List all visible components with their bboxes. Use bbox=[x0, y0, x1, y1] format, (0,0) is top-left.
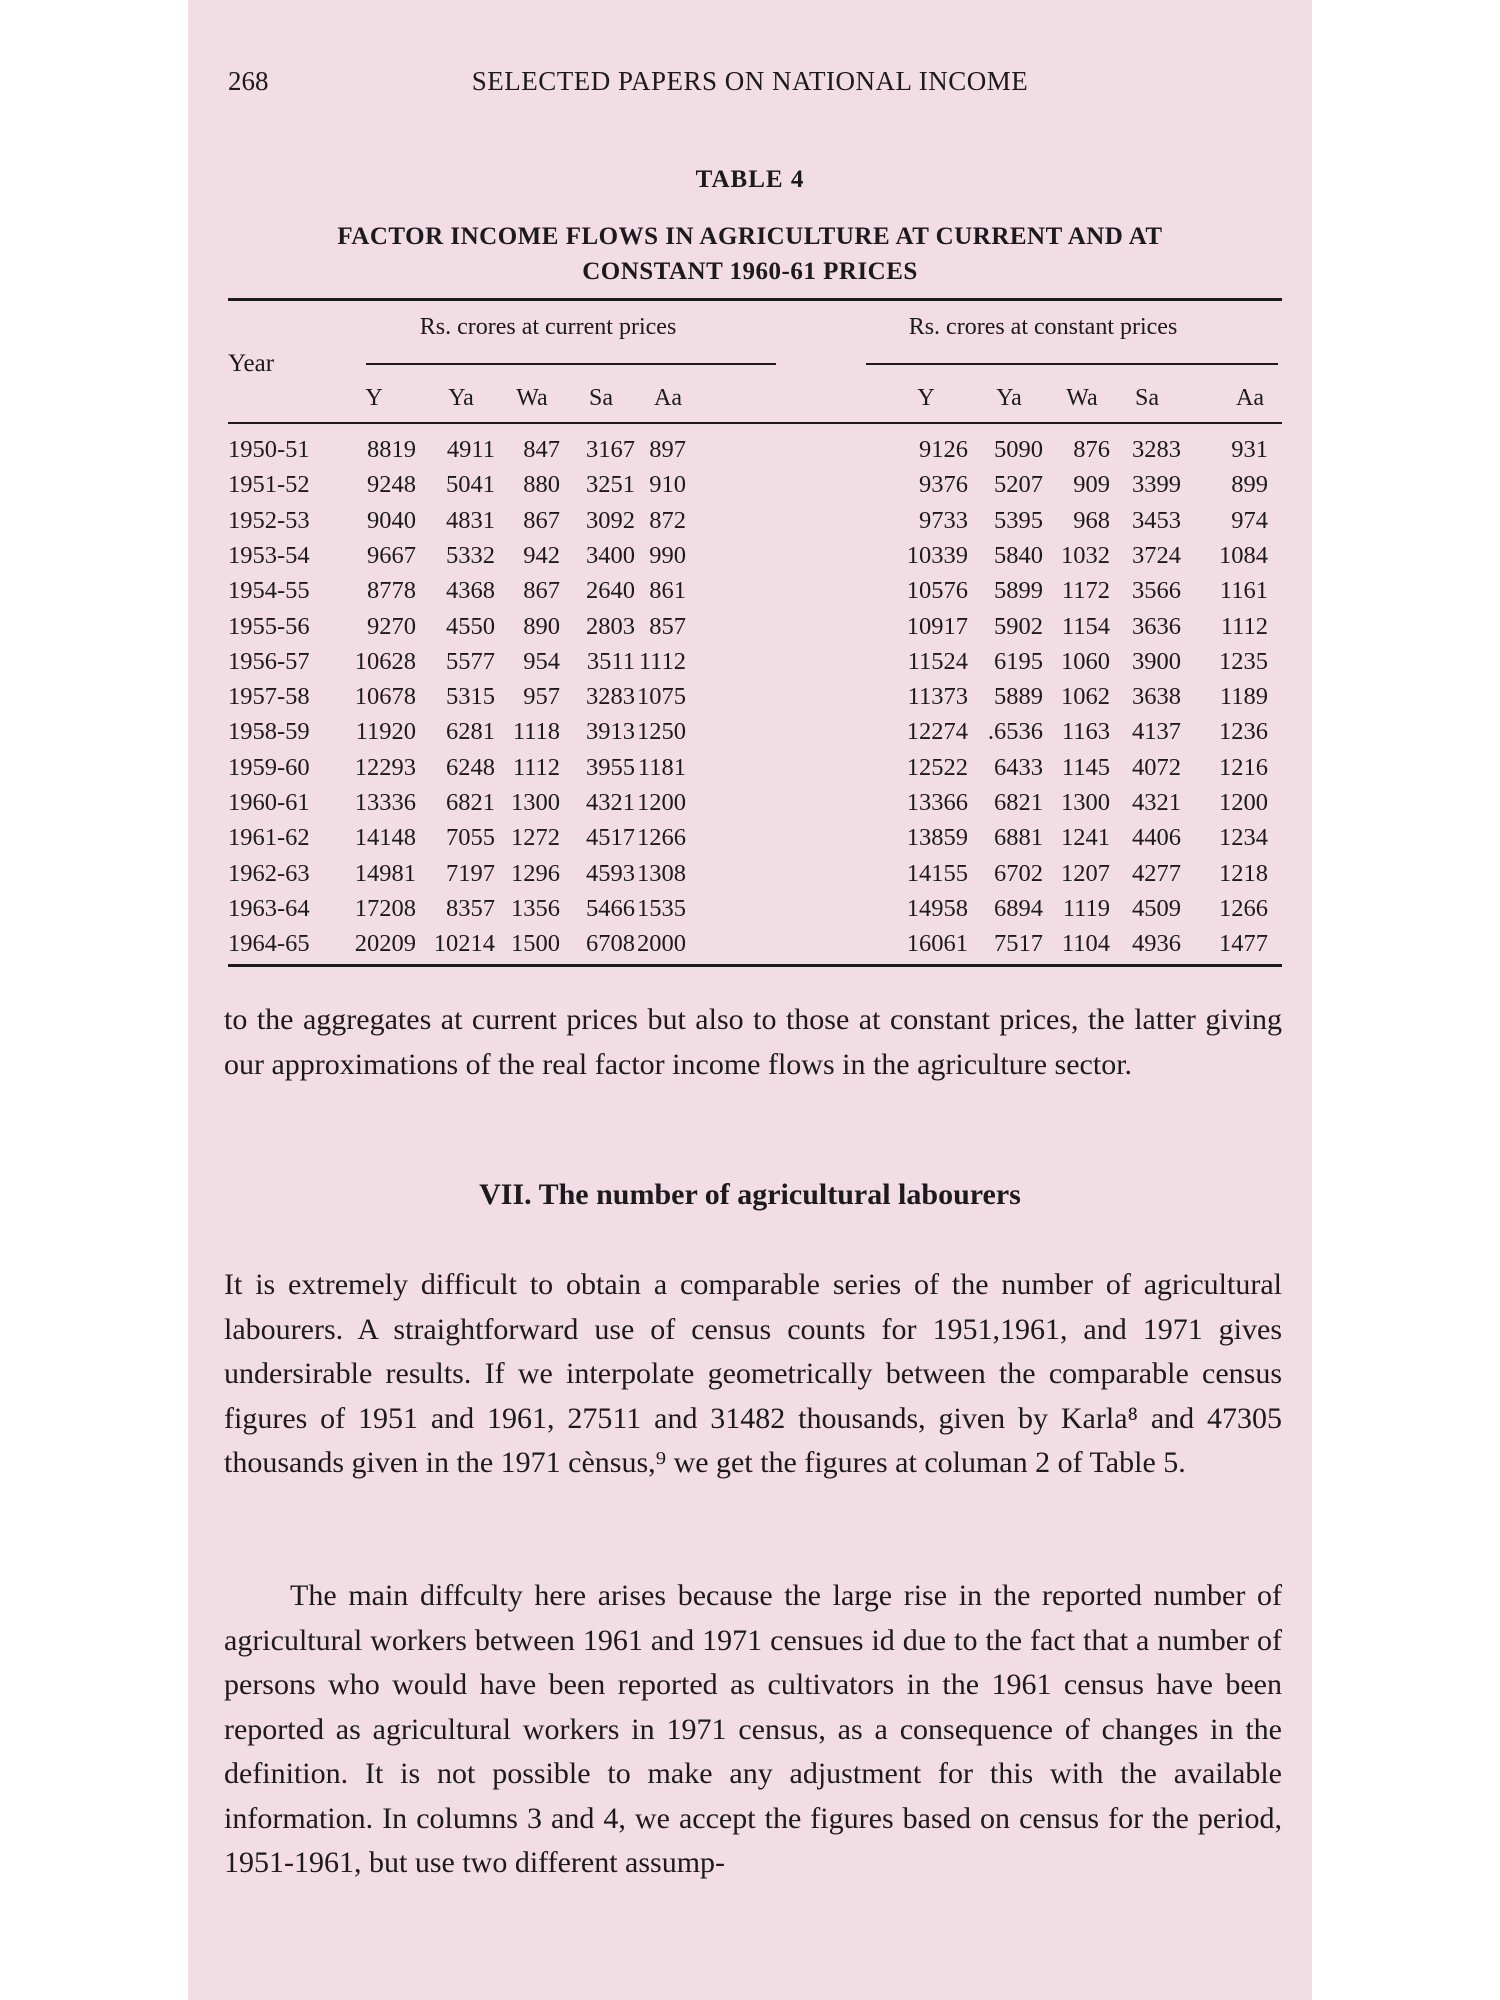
current-price-cell: 13336 bbox=[354, 789, 416, 816]
constant-prices-group-header: Rs. crores at constant prices bbox=[908, 314, 1178, 340]
constant-price-cell: 4137 bbox=[1132, 718, 1181, 746]
current-price-cell: 957 bbox=[523, 683, 560, 711]
constant-group-rule bbox=[866, 363, 1278, 365]
constant-price-cell: 3283 bbox=[1132, 436, 1181, 463]
constant-price-cell: 1104 bbox=[1061, 930, 1110, 958]
current-price-cell: 4368 bbox=[446, 577, 495, 605]
constant-price-cell: 5090 bbox=[994, 436, 1043, 463]
current-price-cell: 9667 bbox=[367, 541, 416, 569]
constant-price-cell: 3900 bbox=[1132, 647, 1181, 675]
constant-price-cell: 1189 bbox=[1219, 683, 1268, 711]
current-price-cell: 10214 bbox=[433, 930, 495, 958]
constant-price-cell: 1062 bbox=[1061, 683, 1110, 711]
year-cell: 1956-57 bbox=[228, 647, 310, 675]
constant-price-cell: 13366 bbox=[906, 789, 968, 816]
current-price-cell: 9040 bbox=[367, 506, 416, 534]
constant-price-cell: 9733 bbox=[919, 506, 968, 534]
constant-price-cell: 4936 bbox=[1132, 930, 1181, 958]
constant-price-cell: 1216 bbox=[1219, 753, 1268, 781]
year-cell: 1959-60 bbox=[228, 753, 310, 781]
table-top-rule bbox=[228, 298, 1282, 301]
constant-price-cell: 11373 bbox=[907, 683, 968, 711]
header-bottom-rule bbox=[228, 422, 1282, 424]
current-price-cell: 10678 bbox=[354, 683, 416, 711]
constant-price-cell: 4509 bbox=[1132, 894, 1181, 922]
section-heading: VII. The number of agricultural labourers bbox=[479, 1178, 1021, 1211]
constant-price-cell: 1084 bbox=[1219, 541, 1268, 569]
current-group-rule bbox=[366, 363, 776, 365]
constant-price-cell: 11524 bbox=[907, 647, 968, 675]
current-price-cell: 990 bbox=[649, 541, 686, 569]
current-price-cell: 847 bbox=[523, 436, 560, 463]
current-price-cell: 2000 bbox=[637, 930, 686, 958]
constant-price-cell: 3453 bbox=[1132, 506, 1181, 534]
column-header: Sa bbox=[589, 385, 613, 411]
current-price-cell: 861 bbox=[649, 577, 686, 605]
constant-price-cell: 1477 bbox=[1219, 930, 1268, 958]
current-price-cell: 880 bbox=[523, 471, 560, 499]
current-price-cell: 12293 bbox=[354, 753, 416, 781]
constant-price-cell: 1235 bbox=[1219, 647, 1268, 675]
constant-price-cell: 1060 bbox=[1061, 647, 1110, 675]
constant-price-cell: 1207 bbox=[1061, 859, 1110, 887]
current-price-cell: 2803 bbox=[586, 612, 635, 640]
book-title: SELECTED PAPERS ON NATIONAL INCOME bbox=[471, 66, 1029, 96]
year-cell: 1957-58 bbox=[228, 683, 310, 711]
year-cell: 1951-52 bbox=[228, 471, 310, 499]
current-price-cell: 5315 bbox=[446, 683, 495, 711]
constant-price-cell: 10339 bbox=[906, 541, 968, 569]
current-price-cell: 1300 bbox=[511, 789, 560, 816]
column-header: Sa bbox=[1135, 385, 1159, 411]
constant-price-cell: 968 bbox=[1073, 506, 1110, 534]
current-price-cell: 5041 bbox=[446, 471, 495, 499]
current-price-cell: 8357 bbox=[446, 894, 495, 922]
current-price-cell: 857 bbox=[649, 612, 686, 640]
constant-price-cell: 10576 bbox=[906, 577, 968, 605]
constant-price-cell: 5889 bbox=[994, 683, 1043, 711]
year-cell: 1960-61 bbox=[228, 789, 310, 816]
constant-price-cell: 9376 bbox=[919, 471, 968, 499]
current-price-cell: 4831 bbox=[446, 506, 495, 534]
year-cell: 1962-63 bbox=[228, 859, 310, 887]
current-price-cell: 1500 bbox=[511, 930, 560, 958]
current-price-cell: 8819 bbox=[367, 436, 416, 463]
constant-price-cell: 4406 bbox=[1132, 824, 1181, 852]
current-price-cell: 1272 bbox=[511, 824, 560, 852]
constant-price-cell: 12274 bbox=[906, 718, 968, 746]
current-price-cell: 1535 bbox=[637, 894, 686, 922]
constant-price-cell: 12522 bbox=[906, 753, 968, 781]
constant-price-cell: 1112 bbox=[1220, 612, 1268, 640]
current-price-cell: 3251 bbox=[586, 471, 635, 499]
current-price-cell: 6821 bbox=[446, 789, 495, 816]
current-price-cell: 14981 bbox=[354, 859, 416, 887]
constant-price-cell: 14155 bbox=[906, 859, 968, 887]
constant-price-cell: 6195 bbox=[994, 647, 1043, 675]
constant-price-cell: 9126 bbox=[919, 436, 968, 463]
book-page bbox=[188, 0, 1312, 2000]
current-price-cell: 20209 bbox=[354, 930, 416, 958]
current-price-cell: 3913 bbox=[586, 718, 635, 746]
column-header: Aa bbox=[1236, 385, 1264, 411]
constant-price-cell: .6536 bbox=[987, 718, 1043, 746]
constant-price-cell: 974 bbox=[1231, 506, 1268, 534]
paragraph-1: It is extremely difficult to obtain a comparable series of the number of agricultural labourers. A straightforward use of census counts for 1951,1961, and 1971 gives undersirable results. If we interpolate geometrically between the comparable census figures of 1951 and 1961, 27511 and 31482 thousands, given by Karla⁸ and 47305 thousands given in the 1971 cènsus,⁹ we get the figures at columan 2 of Table 5. bbox=[224, 1268, 1282, 1479]
year-cell: 1955-56 bbox=[228, 612, 310, 640]
constant-price-cell: 1119 bbox=[1062, 894, 1110, 922]
current-price-cell: 9248 bbox=[367, 471, 416, 499]
current-price-cell: 3167 bbox=[586, 436, 635, 463]
table-title: FACTOR INCOME FLOWS IN AGRICULTURE AT CURRENT AND AT CONSTANT 1960-61 PRICES bbox=[337, 223, 1163, 285]
year-cell: 1953-54 bbox=[228, 541, 310, 569]
current-price-cell: 867 bbox=[523, 577, 560, 605]
current-price-cell: 942 bbox=[523, 541, 560, 569]
column-header: Ya bbox=[996, 385, 1022, 411]
constant-price-cell: 3566 bbox=[1132, 577, 1181, 605]
constant-price-cell: 16061 bbox=[906, 930, 968, 958]
constant-price-cell: 1234 bbox=[1219, 824, 1268, 852]
current-price-cell: 8778 bbox=[367, 577, 416, 605]
current-price-cell: 1356 bbox=[511, 894, 560, 922]
current-price-cell: 1308 bbox=[637, 859, 686, 887]
constant-price-cell: 6702 bbox=[994, 859, 1043, 887]
constant-price-cell: 4277 bbox=[1132, 859, 1181, 887]
current-price-cell: 1112 bbox=[512, 753, 560, 781]
current-price-cell: 872 bbox=[649, 506, 686, 534]
constant-price-cell: 3636 bbox=[1132, 612, 1181, 640]
constant-price-cell: 4072 bbox=[1132, 753, 1181, 781]
constant-price-cell: 876 bbox=[1073, 436, 1110, 463]
current-price-cell: 3511 bbox=[586, 647, 635, 675]
column-header: Y bbox=[365, 385, 383, 411]
constant-price-cell: 10917 bbox=[906, 612, 968, 640]
constant-price-cell: 1161 bbox=[1219, 577, 1268, 605]
continuation-paragraph: to the aggregates at current prices but also to those at constant prices, the latter giving our approximations of the real factor income flows in the agriculture sector. bbox=[224, 1003, 1282, 1081]
constant-price-cell: 6881 bbox=[994, 824, 1043, 852]
year-cell: 1961-62 bbox=[228, 824, 310, 852]
current-price-cell: 910 bbox=[649, 471, 686, 499]
page-number: 268 bbox=[228, 66, 269, 96]
current-price-cell: 9270 bbox=[367, 612, 416, 640]
constant-price-cell: 1200 bbox=[1219, 789, 1268, 816]
constant-price-cell: 931 bbox=[1231, 436, 1268, 463]
current-price-cell: 5332 bbox=[446, 541, 495, 569]
current-price-cell: 11920 bbox=[355, 718, 416, 746]
constant-price-cell: 1266 bbox=[1219, 894, 1268, 922]
table-label: TABLE 4 bbox=[695, 166, 805, 193]
constant-price-cell: 1163 bbox=[1061, 718, 1110, 746]
current-price-cell: 7197 bbox=[446, 859, 495, 887]
year-column-header: Year bbox=[228, 350, 275, 377]
current-price-cell: 3092 bbox=[586, 506, 635, 534]
constant-price-cell: 1236 bbox=[1219, 718, 1268, 746]
column-header: Y bbox=[917, 385, 935, 411]
current-price-cell: 5577 bbox=[446, 647, 495, 675]
current-price-cell: 4550 bbox=[446, 612, 495, 640]
current-price-cell: 10628 bbox=[354, 647, 416, 675]
current-price-cell: 2640 bbox=[586, 577, 635, 605]
year-cell: 1958-59 bbox=[228, 718, 310, 746]
current-price-cell: 4321 bbox=[586, 789, 635, 816]
constant-price-cell: 4321 bbox=[1132, 789, 1181, 816]
year-cell: 1954-55 bbox=[228, 577, 310, 605]
constant-price-cell: 3724 bbox=[1132, 541, 1181, 569]
constant-price-cell: 6894 bbox=[994, 894, 1043, 922]
running-head bbox=[228, 66, 1272, 100]
current-price-cell: 7055 bbox=[446, 824, 495, 852]
constant-price-cell: 6821 bbox=[994, 789, 1043, 816]
year-cell: 1952-53 bbox=[228, 506, 310, 534]
constant-price-cell: 1172 bbox=[1061, 577, 1110, 605]
current-price-cell: 5466 bbox=[586, 894, 635, 922]
constant-price-cell: 3399 bbox=[1132, 471, 1181, 499]
constant-price-cell: 5207 bbox=[994, 471, 1043, 499]
constant-price-cell: 13859 bbox=[906, 824, 968, 852]
current-price-cell: 4911 bbox=[446, 436, 495, 463]
paragraph-2: The main diffculty here arises because the large rise in the reported number of agricultural workers between 1961 and 1971 censues id due to the fact that a number of persons who would have been reported as cultivators in the 1961 census have been reported as agricultural workers in 1971 census, as a consequence of changes in the definition. It is not possible to make any adjustment for this with the available information. In columns 3 and 4, we accept the figures based on census for the period, 1951-1961, but use two different assump- bbox=[224, 1579, 1282, 1879]
constant-price-cell: 899 bbox=[1231, 471, 1268, 499]
constant-price-cell: 1145 bbox=[1061, 753, 1110, 781]
constant-price-cell: 1300 bbox=[1061, 789, 1110, 816]
year-cell: 1964-65 bbox=[228, 930, 310, 958]
year-cell: 1963-64 bbox=[228, 894, 310, 922]
current-price-cell: 3400 bbox=[586, 541, 635, 569]
current-price-cell: 17208 bbox=[354, 894, 416, 922]
current-price-cell: 890 bbox=[523, 612, 560, 640]
constant-price-cell: 5899 bbox=[994, 577, 1043, 605]
current-price-cell: 3283 bbox=[586, 683, 635, 711]
current-price-cell: 3955 bbox=[586, 753, 635, 781]
table-bottom-rule bbox=[228, 964, 1282, 967]
constant-price-cell: 5840 bbox=[994, 541, 1043, 569]
constant-price-cell: 1032 bbox=[1061, 541, 1110, 569]
constant-price-cell: 1154 bbox=[1061, 612, 1110, 640]
current-price-cell: 6281 bbox=[446, 718, 495, 746]
current-price-cell: 6708 bbox=[586, 930, 635, 958]
current-price-cell: 1075 bbox=[637, 683, 686, 711]
constant-price-cell: 1241 bbox=[1061, 824, 1110, 852]
current-price-cell: 897 bbox=[649, 436, 686, 463]
current-price-cell: 6248 bbox=[446, 753, 495, 781]
constant-price-cell: 7517 bbox=[994, 930, 1043, 958]
current-price-cell: 1200 bbox=[637, 789, 686, 816]
constant-price-cell: 1218 bbox=[1219, 859, 1268, 887]
constant-price-cell: 5395 bbox=[994, 506, 1043, 534]
year-cell: 1950-51 bbox=[228, 436, 310, 463]
constant-price-cell: 3638 bbox=[1132, 683, 1181, 711]
current-prices-group-header: Rs. crores at current prices bbox=[419, 314, 677, 340]
current-price-cell: 1118 bbox=[512, 718, 560, 746]
constant-price-cell: 6433 bbox=[994, 753, 1043, 781]
current-price-cell: 1266 bbox=[637, 824, 686, 852]
column-header: Wa bbox=[516, 385, 548, 411]
current-price-cell: 4593 bbox=[586, 859, 635, 887]
column-header: Ya bbox=[448, 385, 474, 411]
constant-price-cell: 5902 bbox=[994, 612, 1043, 640]
current-price-cell: 4517 bbox=[586, 824, 635, 852]
current-price-cell: 867 bbox=[523, 506, 560, 534]
current-price-cell: 954 bbox=[523, 647, 560, 675]
constant-price-cell: 14958 bbox=[906, 894, 968, 922]
current-price-cell: 1296 bbox=[511, 859, 560, 887]
current-price-cell: 1181 bbox=[637, 753, 686, 781]
constant-price-cell: 909 bbox=[1073, 471, 1110, 499]
current-price-cell: 1250 bbox=[637, 718, 686, 746]
current-price-cell: 1112 bbox=[638, 647, 686, 675]
current-price-cell: 14148 bbox=[354, 824, 416, 852]
column-header: Aa bbox=[654, 385, 682, 411]
column-header: Wa bbox=[1066, 385, 1098, 411]
